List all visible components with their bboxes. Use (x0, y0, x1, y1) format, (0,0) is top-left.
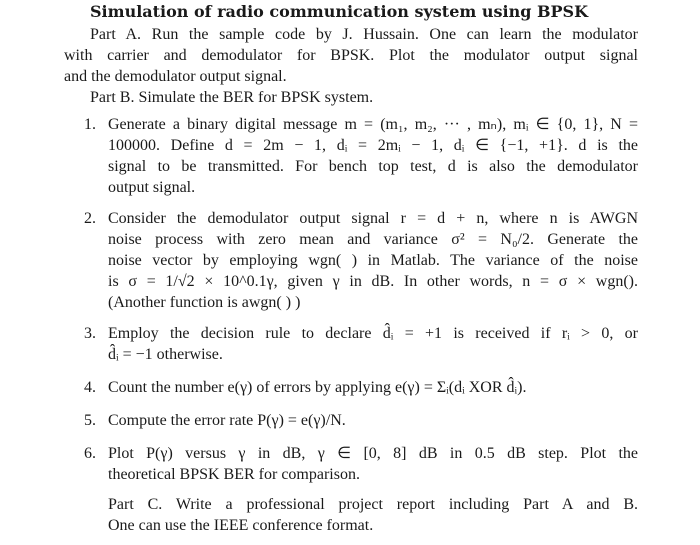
list-item-line: Compute the error rate P(γ) = e(γ)/N. (108, 412, 346, 429)
list-item-line: (Another function is awgn( ) ) (108, 294, 301, 311)
list-item-line: Employ the decision rule to declare d̂ᵢ = +1 is received if rᵢ > 0, or (108, 325, 638, 342)
list-item-line: 100000. Define d = 2m − 1, dᵢ = 2mᵢ − 1, dᵢ ∈ {−1, +1}. d is the (108, 137, 638, 154)
part-a-line-2: with carrier and demodulator for BPSK. Plot the modulator output signal (64, 47, 638, 64)
list-item-line: is σ = 1/√2 × 10^0.1γ, given γ in dB. In other words, n = σ × wgn(). (108, 273, 638, 290)
part-a-paragraph (64, 24, 638, 87)
list-item-number: 6. (84, 445, 96, 462)
list-item-line: Generate a binary digital message m = (m₁, m₂, ··· , mₙ), mᵢ ∈ {0, 1}, N = (108, 116, 638, 133)
document-title: Simulation of radio communication system using BPSK (90, 2, 588, 21)
part-a-line-1: Part A. Run the sample code by J. Hussain. One can learn the modulator (90, 26, 638, 43)
list-item-line: Consider the demodulator output signal r = d + n, where n is AWGN (108, 210, 638, 227)
list-item-number: 4. (84, 379, 96, 396)
part-c-line-1: Part C. Write a professional project report including Part A and B. (108, 496, 638, 513)
part-c-line-2: One can use the IEEE conference format. (108, 517, 374, 534)
list-item-2 (84, 208, 638, 313)
list-item-line: noise vector by employing wgn( ) in Matlab. The variance of the noise (108, 252, 638, 269)
list-item-line: d̂ᵢ = −1 otherwise. (108, 346, 223, 363)
part-b-line: Part B. Simulate the BER for BPSK system. (90, 89, 374, 106)
part-b-paragraph (64, 87, 638, 108)
list-item-3 (84, 323, 638, 365)
list-item-4 (84, 377, 638, 398)
part-a-line-3: and the demodulator output signal. (64, 68, 287, 85)
list-item-number: 1. (84, 116, 96, 133)
list-item-line: output signal. (108, 179, 196, 196)
list-item-5 (84, 410, 638, 431)
list-item-line: signal to be transmitted. For bench top test, d is also the demodulator (108, 158, 638, 175)
list-item-number: 3. (84, 325, 96, 342)
list-item-line: Plot P(γ) versus γ in dB, γ ∈ [0, 8] dB in 0.5 dB step. Plot the (108, 445, 638, 462)
list-item-1 (84, 114, 638, 198)
list-item-line: noise process with zero mean and variance σ² = N₀/2. Generate the (108, 231, 638, 248)
list-item-line: Count the number e(γ) of errors by applying e(γ) = Σᵢ(dᵢ XOR d̂ᵢ). (108, 379, 527, 396)
part-c-paragraph (108, 494, 638, 536)
list-item-line: theoretical BPSK BER for comparison. (108, 466, 360, 483)
list-item-6 (84, 443, 638, 485)
list-item-number: 5. (84, 412, 96, 429)
list-item-number: 2. (84, 210, 96, 227)
